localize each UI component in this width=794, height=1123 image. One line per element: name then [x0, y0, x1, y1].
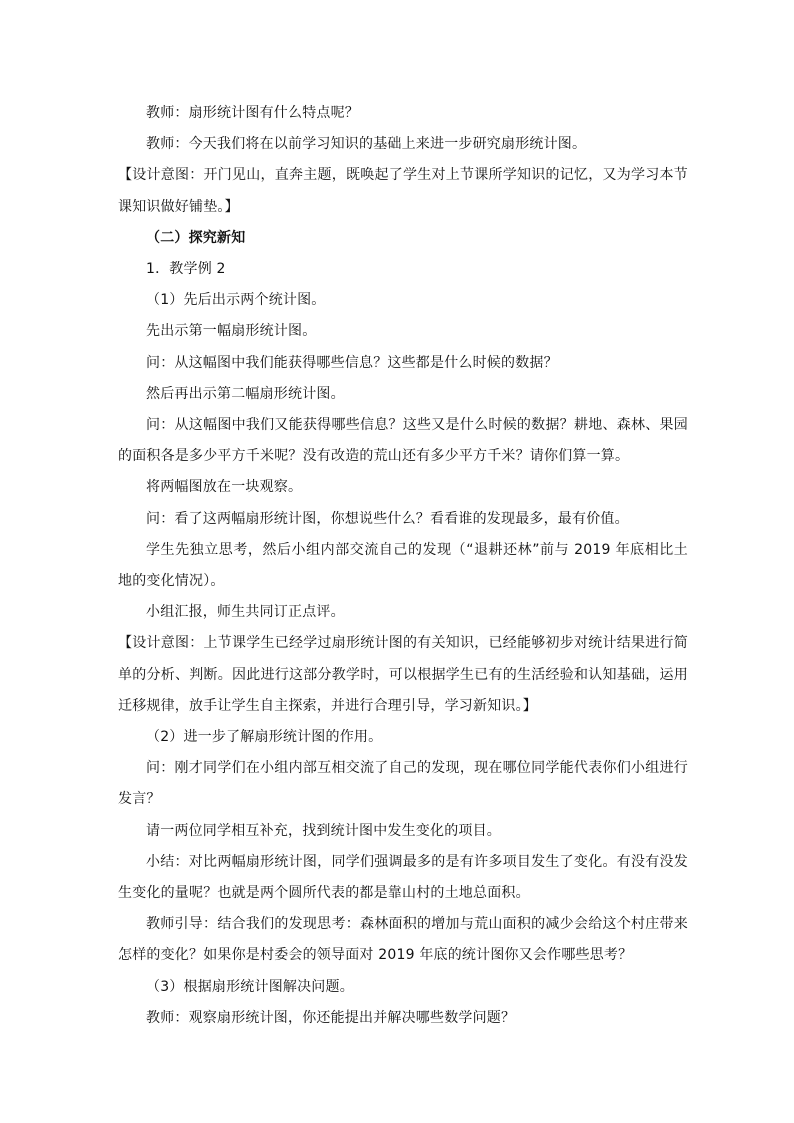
paragraph: （3）根据扇形统计图解决问题。 [146, 978, 354, 995]
paragraph: 问：从这幅图中我们又能获得哪些信息？这些又是什么时候的数据？耕地、森林、果园的面积各是多少平方千米呢？没有改造的荒山还有多少平方千米？请你们算一算。 [118, 417, 688, 465]
paragraph: 问：刚才同学们在小组内部互相交流了自己的发现，现在哪位同学能代表你们小组进行发言？ [118, 760, 688, 808]
paragraph: （1）先后出示两个统计图。 [146, 292, 326, 309]
document-body [118, 98, 688, 1034]
subsection-heading: 1．教学例 2 [146, 261, 226, 278]
section-heading: （二）探究新知 [146, 229, 246, 246]
paragraph: 教师：扇形统计图有什么特点呢？ [146, 105, 359, 121]
paragraph: 请一两位同学相互补充，找到统计图中发生变化的项目。 [146, 822, 501, 839]
paragraph: 问：从这幅图中我们能获得哪些信息？这些都是什么时候的数据？ [146, 354, 558, 371]
paragraph: 学生先独立思考，然后小组内部交流自己的发现（“退耕还林”前与 2019 年底相比土地的变化情况）。 [118, 541, 688, 590]
paragraph: 问：看了这两幅扇形统计图，你想说些什么？看看谁的发现最多，最有价值。 [146, 510, 629, 527]
paragraph: 小组汇报，师生共同订正点评。 [146, 604, 345, 621]
paragraph: 教师：观察扇形统计图，你还能提出并解决哪些数学问题？ [146, 1009, 516, 1026]
paragraph: （2）进一步了解扇形统计图的作用。 [146, 729, 383, 746]
design-intent-note: 【设计意图：上节课学生已经学过扇形统计图的有关知识，已经能够初步对统计结果进行简单的分析、判断。因此进行这部分教学时，可以根据学生已有的生活经验和认知基础，运用迁移规律，放手让学生自主探索，并进行合理引导，学习新知识。】 [118, 635, 688, 714]
paragraph: 将两幅图放在一块观察。 [146, 479, 303, 496]
design-intent-note: 【设计意图：开门见山，直奔主题，既唤起了学生对上节课所学知识的记忆，又为学习本节课知识做好铺垫。】 [118, 167, 688, 215]
paragraph: 先出示第一幅扇形统计图。 [146, 323, 317, 340]
paragraph: 然后再出示第二幅扇形统计图。 [146, 385, 345, 402]
paragraph: 教师引导：结合我们的发现思考：森林面积的增加与荒山面积的减少会给这个村庄带来怎样的变化？如果你是村委会的领导面对 2019 年底的统计图你又会作哪些思考？ [118, 916, 688, 964]
paragraph: 教师：今天我们将在以前学习知识的基础上来进一步研究扇形统计图。 [146, 136, 587, 153]
paragraph: 小结：对比两幅扇形统计图，同学们强调最多的是有许多项目发生了变化。有没有没发生变化的量呢？也就是两个圆所代表的都是靠山村的土地总面积。 [118, 853, 688, 902]
